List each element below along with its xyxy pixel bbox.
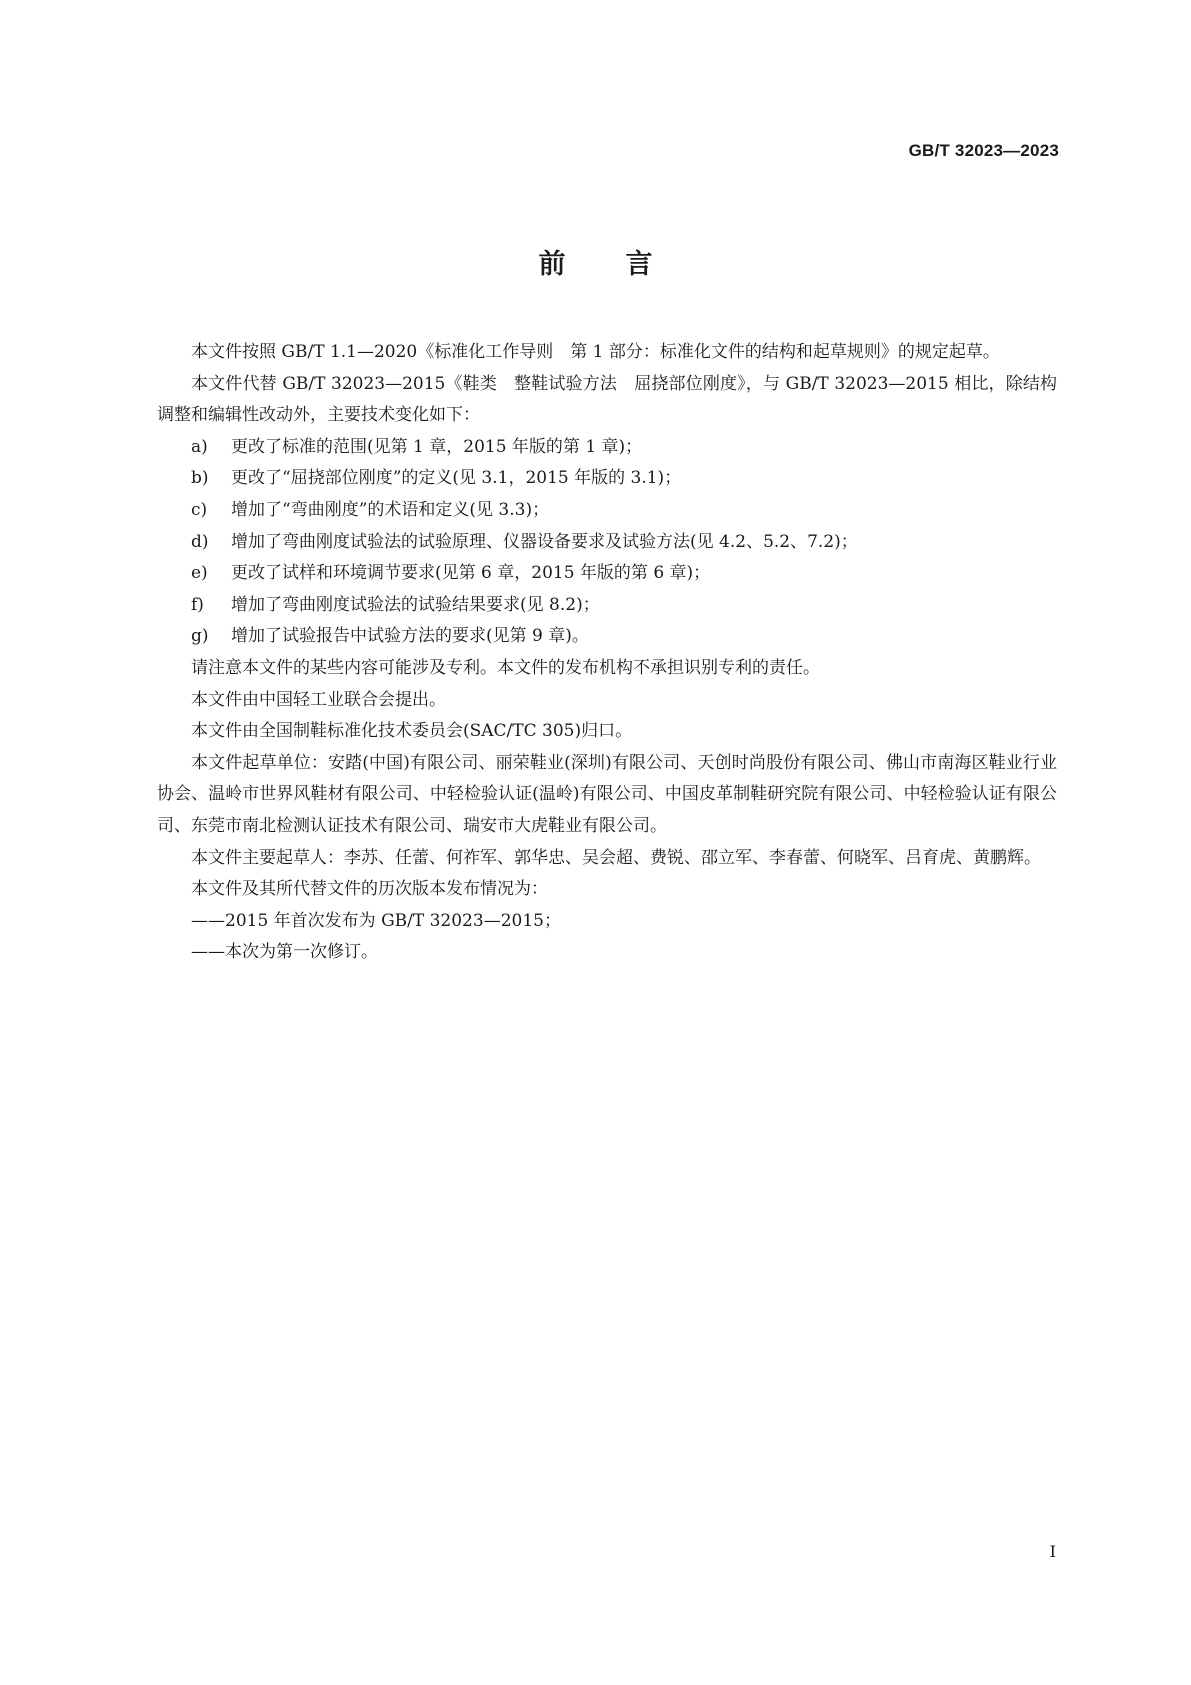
paragraph-patent-notice: 请注意本文件的某些内容可能涉及专利。本文件的发布机构不承担识别专利的责任。 xyxy=(191,657,820,678)
list-item: ——2015 年首次发布为 GB/T 32023—2015； xyxy=(191,910,561,931)
list-text: 更改了标准的范围(见第 1 章，2015 年版的第 1 章)； xyxy=(231,436,643,457)
list-item xyxy=(157,432,1057,464)
list-marker: a) xyxy=(191,436,208,457)
list-item xyxy=(157,495,1057,527)
paragraph-proposer: 本文件由中国轻工业联合会提出。 xyxy=(191,689,446,710)
list-item xyxy=(157,463,1057,495)
list-marker: b) xyxy=(191,468,209,489)
page-number: I xyxy=(1049,1542,1056,1561)
history-list xyxy=(157,906,1057,969)
list-item: ——本次为第一次修订。 xyxy=(191,942,378,963)
list-marker: d) xyxy=(191,531,209,552)
paragraph-administrator: 本文件由全国制鞋标准化技术委员会(SAC/TC 305)归口。 xyxy=(191,721,633,742)
list-item xyxy=(157,621,1057,653)
list-text: 增加了弯曲刚度试验法的试验原理、仪器设备要求及试验方法(见 4.2、5.2、7.2)； xyxy=(231,531,858,552)
list-text: 增加了试验报告中试验方法的要求(见第 9 章)。 xyxy=(231,626,589,647)
list-marker: c) xyxy=(191,499,208,520)
paragraph-replacement: 本文件代替 GB/T 32023—2015《鞋类 整鞋试验方法 屈挠部位刚度》，与 GB/T 32023—2015 相比，除结构调整和编辑性改动外，主要技术变化如下： xyxy=(157,373,1057,426)
list-text: 更改了“屈挠部位刚度”的定义(见 3.1，2015 年版的 3.1)； xyxy=(231,468,682,489)
paragraph-drafting-units: 本文件起草单位：安踏(中国)有限公司、丽荣鞋业(深圳)有限公司、天创时尚股份有限公司、佛山市南海区鞋业行业协会、温岭市世界风鞋材有限公司、中轻检验认证(温岭)有限公司、中国皮革制鞋研究院有限公司、中轻检验认证有限公司、东莞市南北检测认证技术有限公司、瑞安市大虎鞋业有限公司。 xyxy=(157,752,1057,836)
paragraph-drafters: 本文件主要起草人：李苏、任蕾、何祚军、郭华忠、吴会超、费锐、邵立军、李春蕾、何晓军、吕育虎、黄鹏辉。 xyxy=(191,847,1041,868)
list-marker: g) xyxy=(191,626,209,647)
paragraph-drafting-basis: 本文件按照 GB/T 1.1—2020《标准化工作导则 第 1 部分：标准化文件的结构和起草规则》的规定起草。 xyxy=(191,342,1000,362)
list-text: 增加了“弯曲刚度”的术语和定义(见 3.3)； xyxy=(231,499,550,520)
document-code: GB/T 32023—2023 xyxy=(908,141,1059,160)
list-item xyxy=(157,558,1057,590)
list-item xyxy=(157,590,1057,622)
paragraph-history-intro: 本文件及其所代替文件的历次版本发布情况为： xyxy=(191,879,548,900)
changes-list xyxy=(157,432,1057,653)
list-item xyxy=(157,527,1057,559)
page-title: 前言 xyxy=(538,249,713,280)
list-marker: f) xyxy=(191,594,204,615)
list-marker: e) xyxy=(191,563,208,584)
list-text: 增加了弯曲刚度试验法的试验结果要求(见 8.2)； xyxy=(231,594,600,615)
list-text: 更改了试样和环境调节要求(见第 6 章，2015 年版的第 6 章)； xyxy=(231,563,711,584)
foreword-body xyxy=(157,337,1057,969)
